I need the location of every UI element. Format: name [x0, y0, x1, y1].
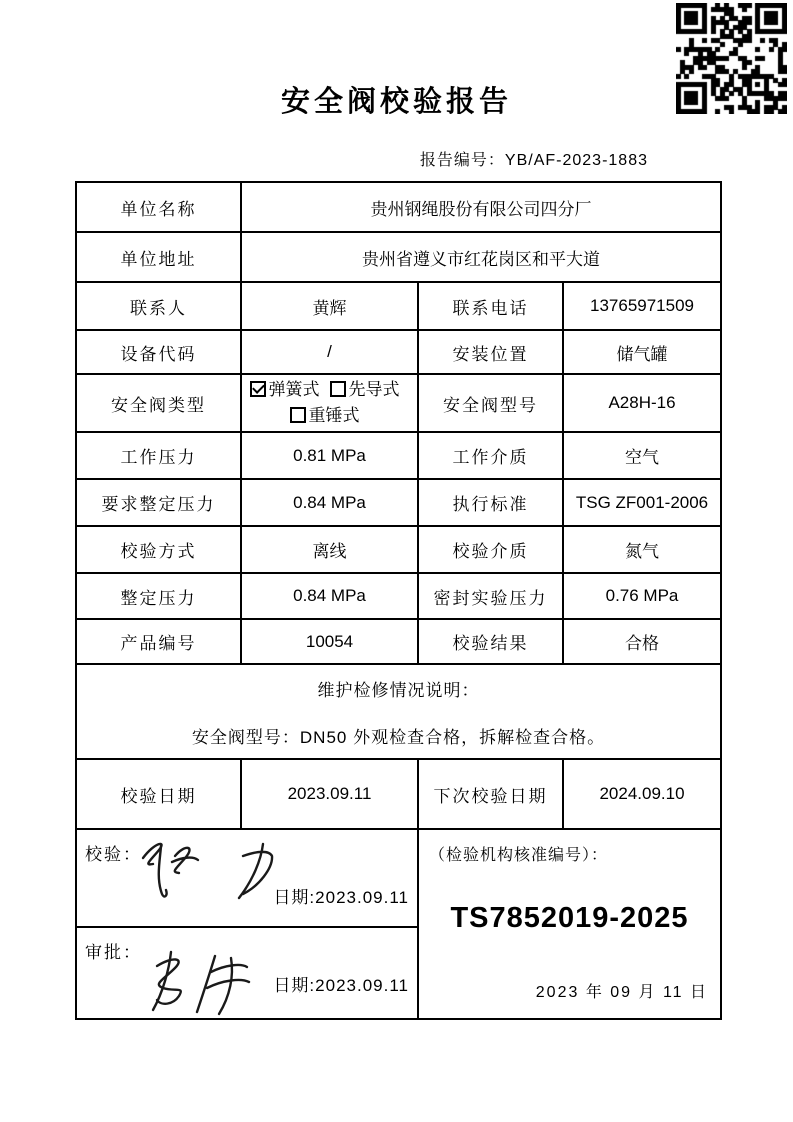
checkbox-checked-icon — [250, 381, 266, 397]
maintenance-note-body: 安全阀型号：DN50 外观检查合格，拆解检查合格。 — [191, 727, 606, 747]
page-title: 安全阀校验报告 — [280, 86, 512, 118]
row-calibration-date — [76, 759, 721, 829]
approver-signature-cell — [76, 927, 418, 1019]
result-value: 合格 — [563, 619, 721, 664]
seal-test-pressure-value: 0.76 MPa — [563, 573, 721, 619]
row-device — [76, 330, 721, 374]
valve-type-value — [241, 374, 418, 432]
row-unit-address — [76, 232, 721, 282]
report-number — [420, 147, 648, 170]
checkbox-unchecked-icon — [290, 407, 306, 423]
unit-address-value: 贵州省遵义市红花岗区和平大道 — [241, 232, 721, 282]
working-medium-value: 空气 — [563, 432, 721, 479]
verifier-date: 日期:2023.09.11 — [273, 888, 409, 907]
device-code-label: 设备代码 — [76, 330, 241, 374]
report-number-value: YB/AF-2023-1883 — [504, 152, 648, 169]
contact-value: 黄辉 — [241, 282, 418, 330]
checkbox-pilot-label: 先导式 — [348, 380, 400, 399]
agency-approval-cell — [418, 829, 721, 1019]
contact-phone-value: 13765971509 — [563, 282, 721, 330]
row-required-set-pressure — [76, 479, 721, 526]
report-number-label: 报告编号： — [419, 152, 505, 169]
product-no-value: 10054 — [241, 619, 418, 664]
row-set-pressure — [76, 573, 721, 619]
standard-value: TSG ZF001-2006 — [563, 479, 721, 526]
checkbox-weight-label: 重锤式 — [308, 406, 360, 425]
unit-address-label: 单位地址 — [76, 232, 241, 282]
standard-label: 执行标准 — [418, 479, 563, 526]
contact-phone-label: 联系电话 — [418, 282, 563, 330]
maintenance-note-title: 维护检修情况说明： — [317, 680, 480, 700]
required-set-pressure-label: 要求整定压力 — [76, 479, 241, 526]
row-valve-type — [76, 374, 721, 432]
verifier-signature-cell — [76, 829, 418, 927]
set-pressure-label: 整定压力 — [76, 573, 241, 619]
valve-type-label: 安全阀类型 — [76, 374, 241, 432]
row-maintenance-note — [76, 664, 721, 759]
row-unit-name — [76, 182, 721, 232]
seal-test-pressure-label: 密封实验压力 — [418, 573, 563, 619]
contact-label: 联系人 — [76, 282, 241, 330]
valve-type-line-2 — [242, 403, 417, 429]
calibration-medium-value: 氮气 — [563, 526, 721, 573]
row-product-no — [76, 619, 721, 664]
checkbox-weight-type — [290, 406, 360, 425]
calibration-method-value: 离线 — [241, 526, 418, 573]
valve-model-label: 安全阀型号 — [418, 374, 563, 432]
next-calibration-date-value: 2024.09.10 — [563, 759, 721, 829]
checkbox-spring-label: 弹簧式 — [268, 380, 320, 399]
working-pressure-label: 工作压力 — [76, 432, 241, 479]
row-calibration-method — [76, 526, 721, 573]
calibration-method-label: 校验方式 — [76, 526, 241, 573]
approver-label: 审批： — [85, 943, 142, 962]
set-pressure-value: 0.84 MPa — [241, 573, 418, 619]
checkbox-pilot-type — [330, 380, 400, 399]
row-working-pressure — [76, 432, 721, 479]
row-contact — [76, 282, 721, 330]
required-set-pressure-value: 0.84 MPa — [241, 479, 418, 526]
valve-model-value: A28H-16 — [563, 374, 721, 432]
report-table — [75, 181, 722, 1020]
working-pressure-value: 0.81 MPa — [241, 432, 418, 479]
product-no-label: 产品编号 — [76, 619, 241, 664]
unit-name-label: 单位名称 — [76, 182, 241, 232]
next-calibration-date-label: 下次校验日期 — [418, 759, 563, 829]
row-verifier-signature — [76, 829, 721, 927]
install-location-label: 安装位置 — [418, 330, 563, 374]
install-location-value: 储气罐 — [563, 330, 721, 374]
working-medium-label: 工作介质 — [418, 432, 563, 479]
verifier-label: 校验： — [85, 845, 142, 864]
result-label: 校验结果 — [418, 619, 563, 664]
calibration-medium-label: 校验介质 — [418, 526, 563, 573]
approver-date: 日期:2023.09.11 — [273, 976, 409, 995]
calibration-date-label: 校验日期 — [76, 759, 241, 829]
unit-name-value: 贵州钢绳股份有限公司四分厂 — [241, 182, 721, 232]
valve-type-line-1 — [242, 377, 417, 403]
device-code-value: / — [241, 330, 418, 374]
agency-date: 2023 年 09 月 11 日 — [535, 984, 709, 1001]
checkbox-spring-type — [250, 380, 320, 399]
calibration-date-value: 2023.09.11 — [241, 759, 418, 829]
agency-approval-number: TS7852019-2025 — [450, 902, 689, 934]
maintenance-note-cell — [76, 664, 721, 759]
checkbox-unchecked-icon — [330, 381, 346, 397]
agency-approval-label: （检验机构核准编号）： — [429, 847, 609, 864]
